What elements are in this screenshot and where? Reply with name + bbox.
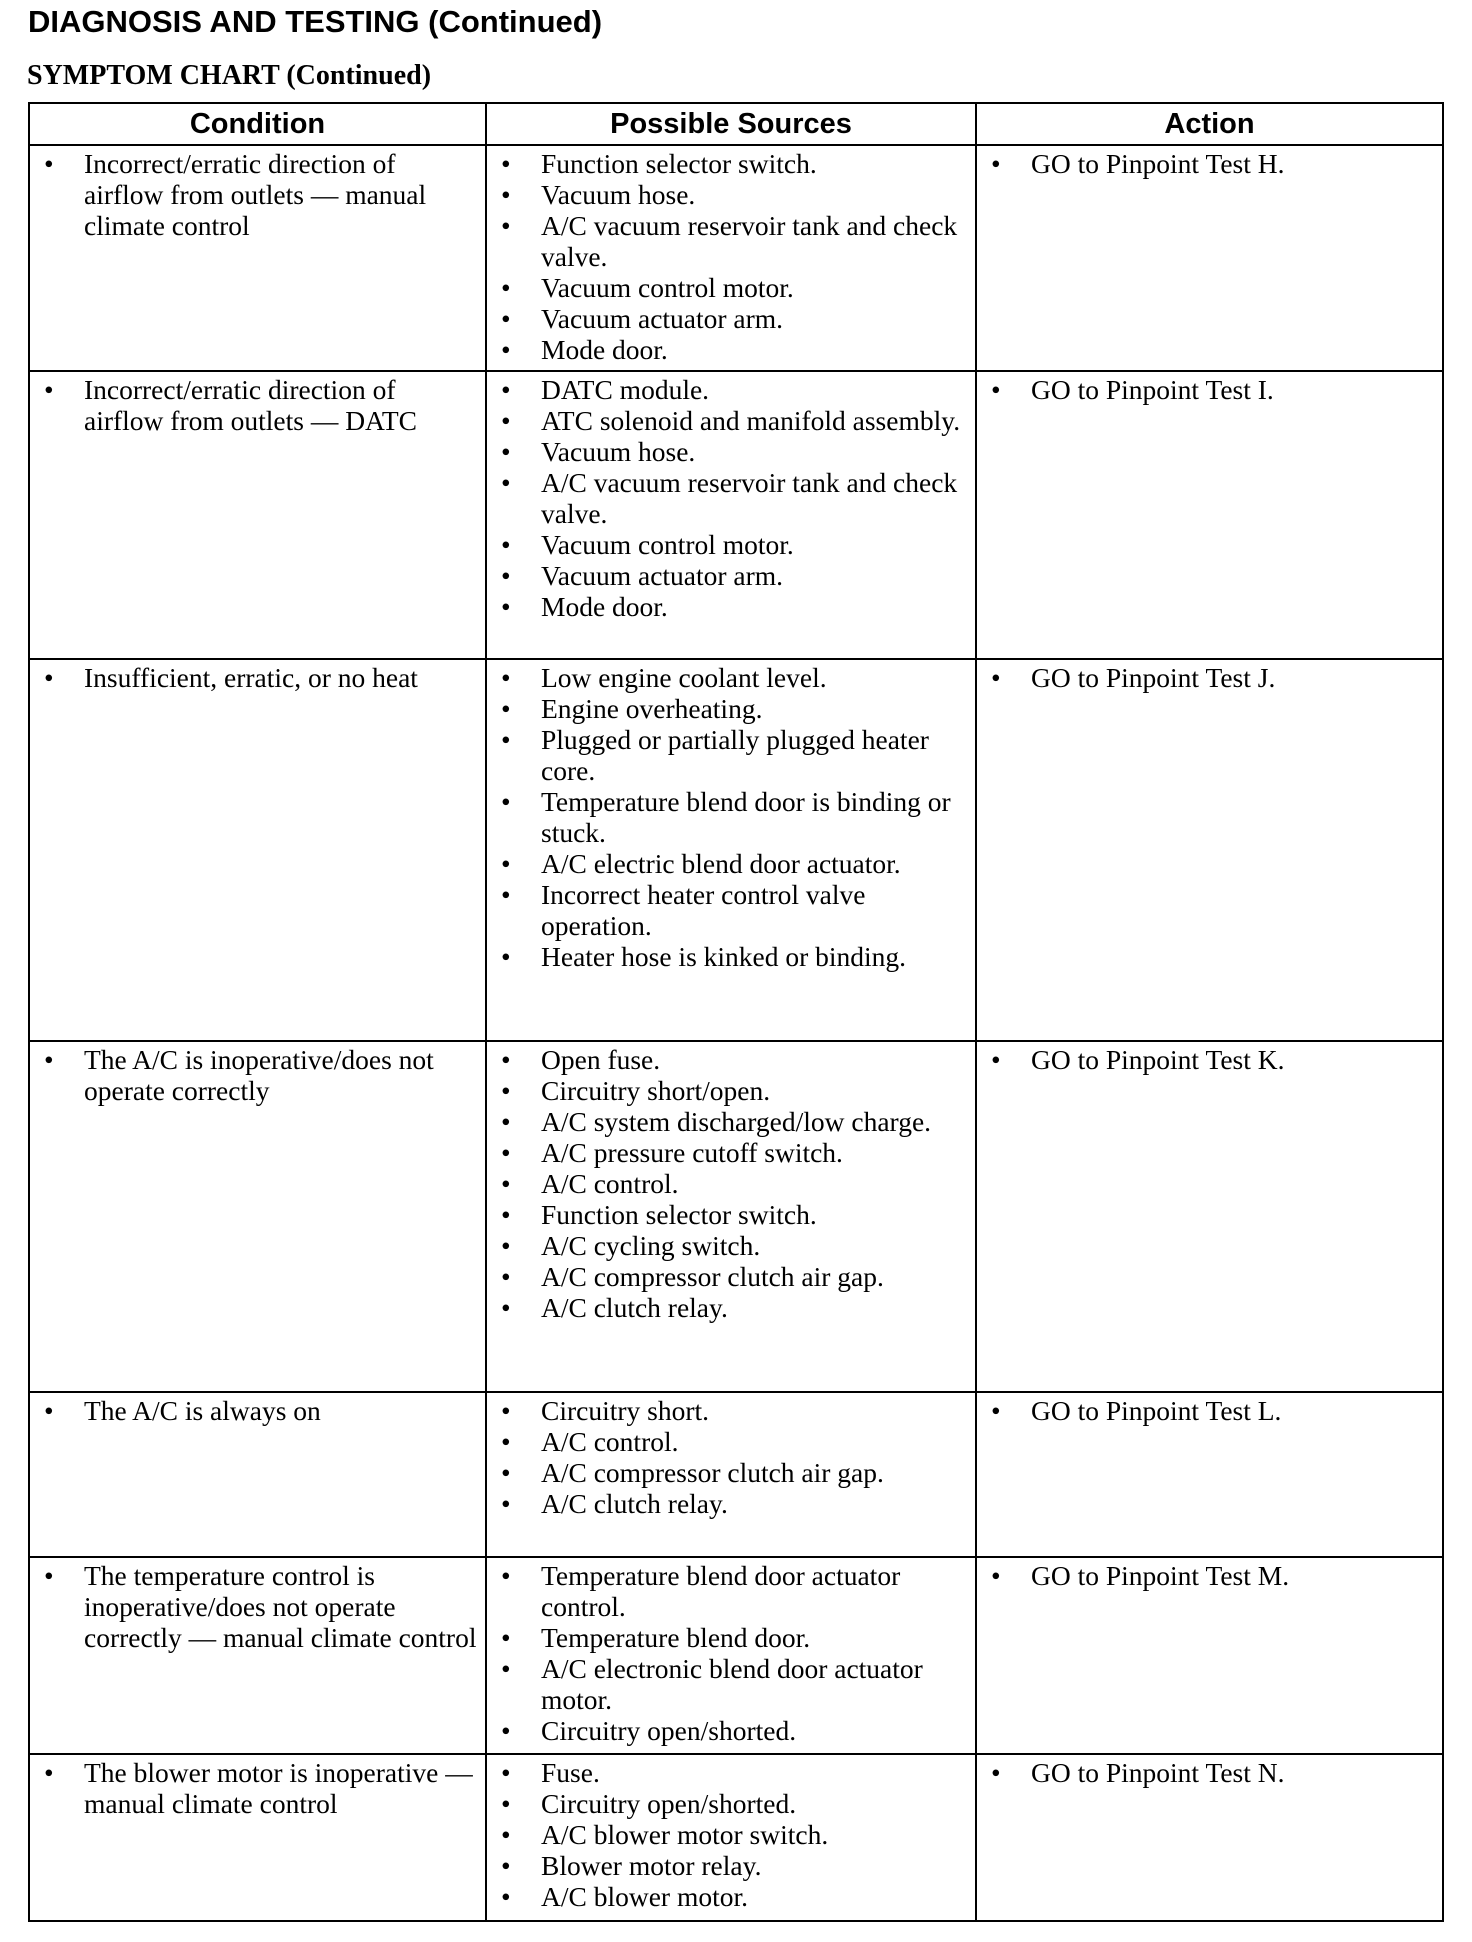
action-list [987,374,1436,405]
source-item: • Vacuum control motor. [497,272,969,303]
condition-cell [29,1392,486,1557]
action-cell [976,1754,1443,1921]
source-item: • Fuse. [497,1757,969,1788]
source-item: • Circuitry open/shorted. [497,1715,969,1746]
action-list [987,148,1436,179]
sources-cell [486,371,976,659]
source-item: • Blower motor relay. [497,1850,969,1881]
action-text: • GO to Pinpoint Test J. [987,662,1436,693]
source-item: • A/C compressor clutch air gap. [497,1457,969,1488]
action-list [987,1560,1436,1591]
action-cell [976,145,1443,371]
source-item: • A/C pressure cutoff switch. [497,1137,969,1168]
action-cell [976,1392,1443,1557]
condition-text: • Insufficient, erratic, or no heat [40,662,479,693]
action-text: • GO to Pinpoint Test H. [987,148,1436,179]
sources-list [497,1757,969,1912]
source-item: • Vacuum hose. [497,179,969,210]
source-item: • A/C compressor clutch air gap. [497,1261,969,1292]
sources-cell [486,1754,976,1921]
action-cell [976,371,1443,659]
source-item: • A/C clutch relay. [497,1292,969,1323]
source-item: • DATC module. [497,374,969,405]
table-row [29,145,1443,371]
action-text: • GO to Pinpoint Test K. [987,1044,1436,1075]
action-cell [976,1557,1443,1754]
condition-text: • The A/C is inoperative/does not operate correctly [40,1044,479,1106]
table-body [29,145,1443,1921]
chart-title: SYMPTOM CHART (Continued) [27,60,432,91]
table-header-row [29,103,1443,145]
condition-list [40,1757,479,1819]
condition-text: • The temperature control is inoperative/does not operate correctly — manual climate control [40,1560,479,1653]
sources-list [497,1044,969,1323]
condition-text: • Incorrect/erratic direction of airflow from outlets — DATC [40,374,479,436]
table-row [29,371,1443,659]
source-item: • Temperature blend door actuator control. [497,1560,969,1622]
source-item: • Mode door. [497,591,969,622]
action-list [987,1757,1436,1788]
action-text: • GO to Pinpoint Test I. [987,374,1436,405]
source-item: • Temperature blend door is binding or stuck. [497,786,969,848]
symptom-table [28,102,1444,1922]
source-item: • Plugged or partially plugged heater core. [497,724,969,786]
condition-list [40,374,479,436]
source-item: • Function selector switch. [497,1199,969,1230]
condition-list [40,148,479,241]
sources-list [497,374,969,622]
sources-cell [486,1392,976,1557]
source-item: • A/C blower motor switch. [497,1819,969,1850]
action-text: • GO to Pinpoint Test M. [987,1560,1436,1591]
sources-cell [486,1041,976,1392]
source-item: • Open fuse. [497,1044,969,1075]
condition-list [40,662,479,693]
table-row [29,1041,1443,1392]
action-cell [976,1041,1443,1392]
source-item: • A/C control. [497,1426,969,1457]
sources-list [497,148,969,365]
source-item: • A/C electronic blend door actuator motor. [497,1653,969,1715]
source-item: • A/C vacuum reservoir tank and check valve. [497,467,969,529]
action-text: • GO to Pinpoint Test L. [987,1395,1436,1426]
condition-cell [29,145,486,371]
condition-cell [29,659,486,1041]
sources-list [497,1560,969,1746]
table-row [29,1754,1443,1921]
sources-list [497,662,969,972]
source-item: • Vacuum control motor. [497,529,969,560]
source-item: • A/C control. [497,1168,969,1199]
column-header-possible-sources: Possible Sources [486,103,976,145]
sources-cell [486,1557,976,1754]
condition-text: • The A/C is always on [40,1395,479,1426]
source-item: • ATC solenoid and manifold assembly. [497,405,969,436]
column-header-action: Action [976,103,1443,145]
condition-cell [29,371,486,659]
table-row [29,1392,1443,1557]
source-item: • Vacuum actuator arm. [497,303,969,334]
condition-list [40,1560,479,1653]
condition-text: • The blower motor is inoperative — manual climate control [40,1757,479,1819]
source-item: • Circuitry short/open. [497,1075,969,1106]
source-item: • Heater hose is kinked or binding. [497,941,969,972]
action-text: • GO to Pinpoint Test N. [987,1757,1436,1788]
condition-cell [29,1557,486,1754]
action-cell [976,659,1443,1041]
action-list [987,662,1436,693]
sources-list [497,1395,969,1519]
condition-cell [29,1041,486,1392]
sources-cell [486,659,976,1041]
source-item: • A/C electric blend door actuator. [497,848,969,879]
page-heading: DIAGNOSIS AND TESTING (Continued) [28,4,603,39]
source-item: • Temperature blend door. [497,1622,969,1653]
action-list [987,1395,1436,1426]
action-list [987,1044,1436,1075]
source-item: • Vacuum hose. [497,436,969,467]
sources-cell [486,145,976,371]
table-row [29,659,1443,1041]
source-item: • Low engine coolant level. [497,662,969,693]
source-item: • Engine overheating. [497,693,969,724]
source-item: • A/C clutch relay. [497,1488,969,1519]
condition-text: • Incorrect/erratic direction of airflow from outlets — manual climate control [40,148,479,241]
source-item: • Mode door. [497,334,969,365]
source-item: • Vacuum actuator arm. [497,560,969,591]
table-row [29,1557,1443,1754]
column-header-condition: Condition [29,103,486,145]
source-item: • Circuitry short. [497,1395,969,1426]
source-item: • A/C system discharged/low charge. [497,1106,969,1137]
source-item: • Function selector switch. [497,148,969,179]
condition-cell [29,1754,486,1921]
source-item: • Incorrect heater control valve operation. [497,879,969,941]
source-item: • A/C blower motor. [497,1881,969,1912]
source-item: • Circuitry open/shorted. [497,1788,969,1819]
condition-list [40,1044,479,1106]
source-item: • A/C vacuum reservoir tank and check valve. [497,210,969,272]
source-item: • A/C cycling switch. [497,1230,969,1261]
condition-list [40,1395,479,1426]
